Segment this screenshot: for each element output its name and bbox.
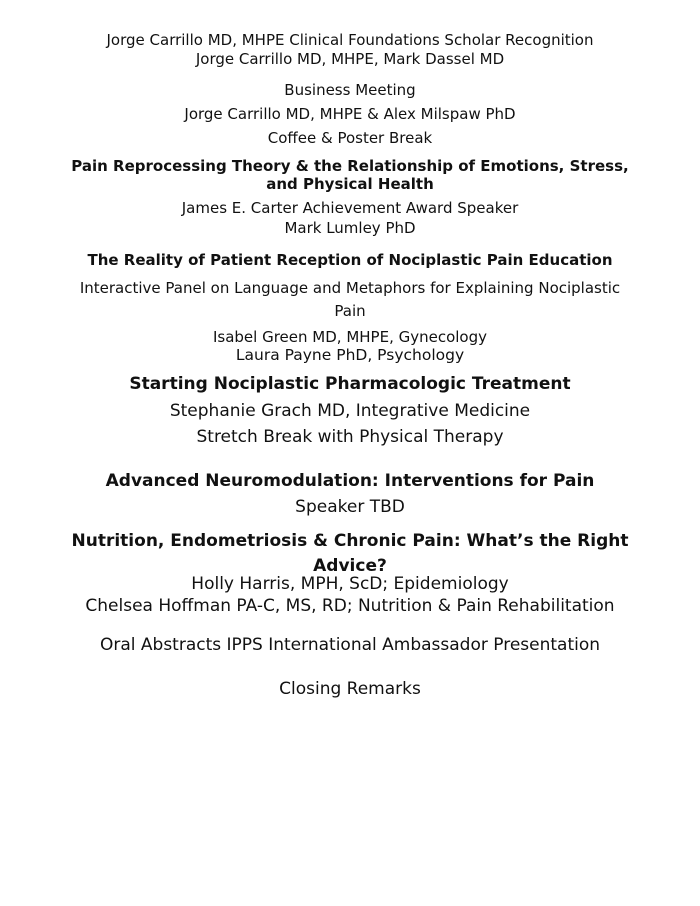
neuromodulation-title: Advanced Neuromodulation: Interventions for Pain [105,471,595,491]
nutrition-speaker-2: Chelsea Hoffman PA-C, MS, RD; Nutrition & Pain Rehabilitation [85,596,615,616]
patient-reception-title: The Reality of Patient Reception of Nociplastic Pain Education [87,251,613,269]
scholar-recognition-title: Jorge Carrillo MD, MHPE Clinical Foundations Scholar Recognition [106,31,594,49]
nutrition-speaker-1: Holly Harris, MPH, ScD; Epidemiology [191,574,509,594]
panel-speaker-2: Laura Payne PhD, Psychology [235,346,465,364]
pain-reprocessing-title-line1: Pain Reprocessing Theory & the Relationship of Emotions, Stress, [71,157,629,175]
coffee-break: Coffee & Poster Break [267,129,433,147]
oral-abstracts: Oral Abstracts IPPS International Ambassador Presentation [99,635,601,655]
nutrition-title-line2: Advice? [313,556,387,576]
scholar-recognition-speakers: Jorge Carrillo MD, MHPE, Mark Dassel MD [195,50,505,68]
business-meeting-title: Business Meeting [284,81,416,99]
award-speaker-title: James E. Carter Achievement Award Speaker [181,199,519,217]
closing-remarks: Closing Remarks [279,679,421,699]
stretch-break: Stretch Break with Physical Therapy [196,427,504,447]
nutrition-title-line1: Nutrition, Endometriosis & Chronic Pain: What’s the Right [71,531,629,551]
panel-speaker-1: Isabel Green MD, MHPE, Gynecology [212,328,488,346]
neuromodulation-speaker: Speaker TBD [295,497,405,517]
pain-reprocessing-title-line2: and Physical Health [266,175,434,193]
panel-title-line1: Interactive Panel on Language and Metaphors for Explaining Nociplastic [79,279,621,297]
pharmacologic-treatment-title: Starting Nociplastic Pharmacologic Treatment [129,374,571,394]
pharmacologic-treatment-speaker: Stephanie Grach MD, Integrative Medicine [169,401,531,421]
panel-title-line2: Pain [334,302,366,320]
business-meeting-speakers: Jorge Carrillo MD, MHPE & Alex Milspaw PhD [184,105,516,123]
award-speaker-name: Mark Lumley PhD [284,219,416,237]
